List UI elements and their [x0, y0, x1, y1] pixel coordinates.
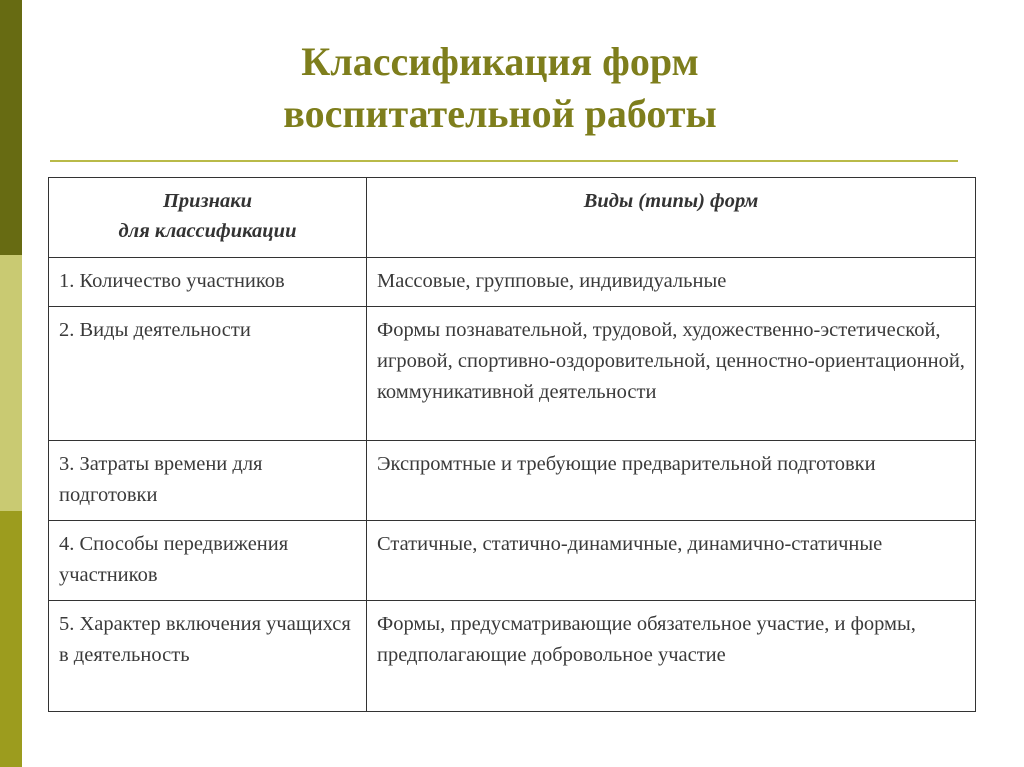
- slide-title-line-2: воспитательной работы: [283, 91, 717, 136]
- criterion-cell: 5. Характер включения учащихся в деятельность: [49, 601, 367, 712]
- slide-title-line-1: Классификация форм: [301, 39, 699, 84]
- types-cell: Массовые, групповые, индивидуальные: [367, 258, 976, 307]
- types-cell: Формы, предусматривающие обязательное участие, и формы, предполагающие добровольное участие: [367, 601, 976, 712]
- side-bar-top: [0, 0, 22, 255]
- criterion-cell: 3. Затраты времени для подготовки: [49, 441, 367, 521]
- title-divider: [50, 160, 958, 162]
- side-bar-bottom: [0, 511, 22, 767]
- criterion-cell: 4. Способы передвижения участников: [49, 521, 367, 601]
- table-row: [49, 258, 976, 307]
- table-header-row: [49, 178, 976, 258]
- criterion-cell: 1. Количество участников: [49, 258, 367, 307]
- types-cell: Статичные, статично-динамичные, динамично-статичные: [367, 521, 976, 601]
- slide-title: [180, 36, 820, 140]
- table-row: [49, 521, 976, 601]
- criterion-cell: 2. Виды деятельности: [49, 307, 367, 441]
- types-cell: Формы познавательной, трудовой, художественно-эстетической, игровой, спортивно-оздоровительной, ценностно-ориентационной, коммуникативной деятельности: [367, 307, 976, 441]
- header-criteria-line-2: для классификации: [118, 220, 297, 242]
- table-row: [49, 601, 976, 712]
- table-row: [49, 441, 976, 521]
- side-bar-middle: [0, 255, 22, 511]
- header-types: Виды (типы) форм: [367, 178, 976, 258]
- header-criteria-line-1: Признаки: [162, 190, 253, 212]
- header-criteria: [49, 178, 367, 258]
- table-row: [49, 307, 976, 441]
- types-cell: Экспромтные и требующие предварительной подготовки: [367, 441, 976, 521]
- classification-table: [48, 177, 976, 712]
